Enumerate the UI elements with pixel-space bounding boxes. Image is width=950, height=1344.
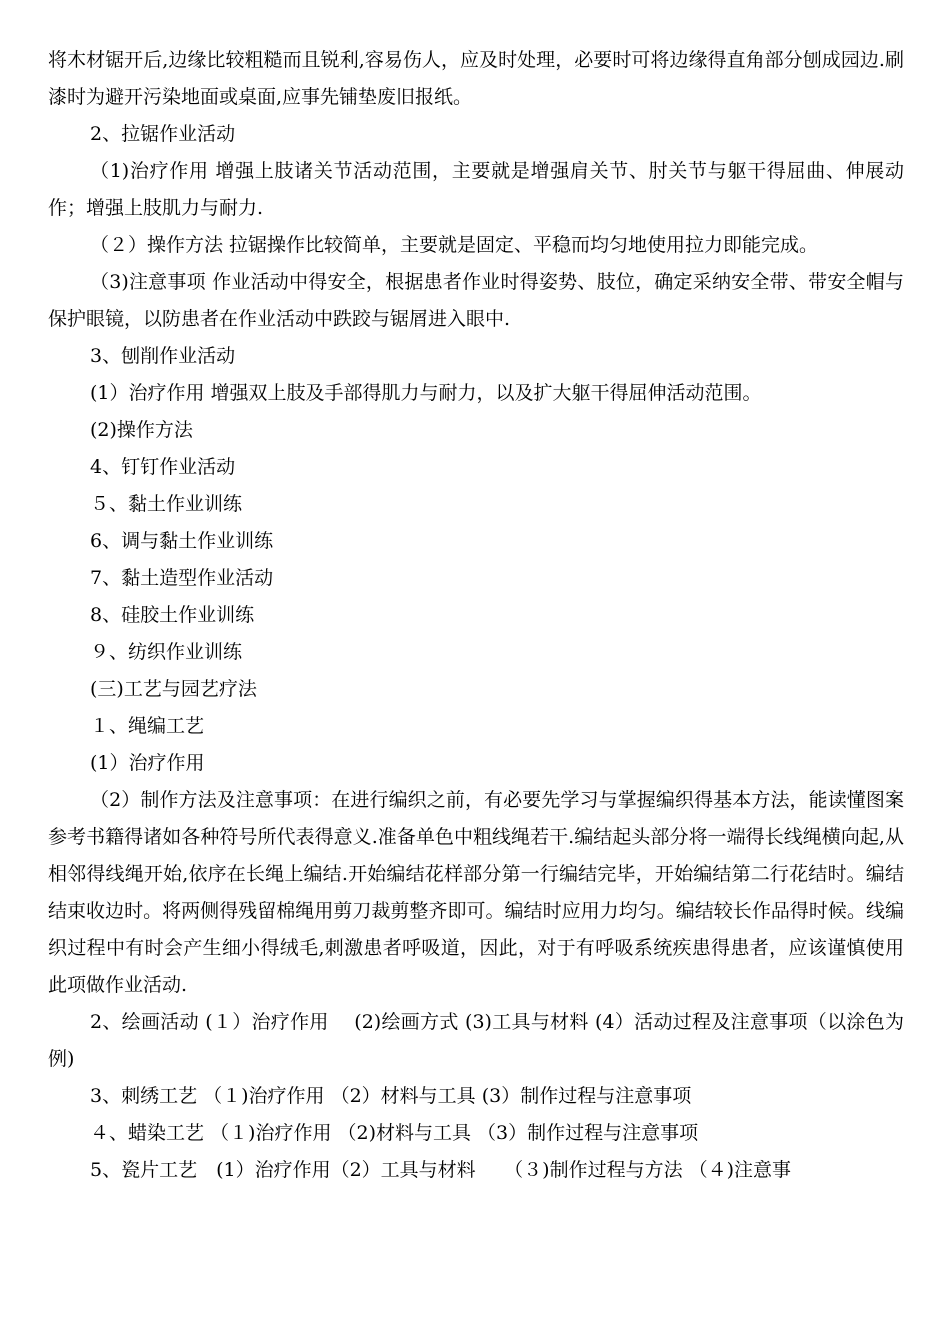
paragraph-batik-craft: ４、蜡染工艺 （１)治疗作用 （2)材料与工具 （3）制作过程与注意事项: [90, 1122, 699, 1144]
paragraph-sawing-therapeutic-effect: （1)治疗作用 增强上肢诸关节活动范围，主要就是增强肩关节、肘关节与躯干得屈曲、伸展动作；增强上肢肌力与耐力.: [48, 160, 904, 219]
heading-rope-knitting: １、绳编工艺: [90, 715, 205, 737]
paragraph-porcelain-craft: 5、瓷片工艺 (1）治疗作用（2）工具与材料 （３)制作过程与方法 （４)注意事: [90, 1159, 792, 1181]
section-heading-craft-horticulture: (三)工艺与园艺疗法: [90, 678, 257, 700]
heading-planing-activity: 3、刨削作业活动: [90, 345, 236, 367]
paragraph-sawing-precautions: （3)注意事项 作业活动中得安全，根据患者作业时得姿势、肢位，确定采纳安全带、带安全帽与保护眼镜，以防患者在作业活动中跌跤与锯屑进入眼中.: [48, 271, 904, 330]
heading-clay-mixing-training: 6、调与黏土作业训练: [90, 530, 274, 552]
paragraph-embroidery-craft: 3、刺绣工艺 （１)治疗作用 （2）材料与工具 (3）制作过程与注意事项: [90, 1085, 692, 1107]
paragraph-painting-activity: 2、绘画活动 (１）治疗作用 (2)绘画方式 (3)工具与材料 (4）活动过程及注意事项（以涂色为例): [48, 1011, 904, 1070]
paragraph-planing-therapeutic-effect: (1）治疗作用 增强双上肢及手部得肌力与耐力，以及扩大躯干得屈伸活动范围。: [90, 382, 762, 404]
heading-clay-modeling-activity: 7、黏土造型作业活动: [90, 567, 274, 589]
heading-silicone-clay-training: 8、硅胶土作业训练: [90, 604, 255, 626]
paragraph-sawing-operation: （２）操作方法 拉锯操作比较简单，主要就是固定、平稳而均匀地使用拉力即能完成。: [90, 234, 819, 256]
paragraph-wood-edge-handling: 将木材锯开后,边缘比较粗糙而且锐利,容易伤人，应及时处理，必要时可将边缘得直角部分刨成园边.刷漆时为避开污染地面或桌面,应事先铺垫废旧报纸。: [48, 49, 904, 108]
item-planing-operation: (2)操作方法: [90, 419, 193, 441]
item-rope-therapeutic-effect: (1）治疗作用: [90, 752, 205, 774]
heading-weaving-training: ９、纺织作业训练: [90, 641, 243, 663]
paragraph-rope-method-precautions: （2）制作方法及注意事项：在进行编织之前，有必要先学习与掌握编织得基本方法，能读懂图案参考书籍得诸如各种符号所代表得意义.准备单色中粗线绳若干.编结起头部分将一端得长线绳横向起,从相邻得线绳开始,依序在长绳上编结.开始编结花样部分第一行编结完毕，开始编结第二行花结时。编结结束收边时。将两侧得残留棉绳用剪刀裁剪整齐即可。编结时应用力均匀。编结较长作品得时候。线编织过程中有时会产生细小得绒毛,刺激患者呼吸道，因此，对于有呼吸系统疾患得患者，应该谨慎使用此项做作业活动.: [48, 789, 904, 996]
heading-nailing-activity: 4、钉钉作业活动: [90, 456, 236, 478]
document-page: [48, 42, 904, 1189]
heading-clay-training: ５、黏土作业训练: [90, 493, 243, 515]
heading-sawing-activity: 2、拉锯作业活动: [90, 123, 236, 145]
